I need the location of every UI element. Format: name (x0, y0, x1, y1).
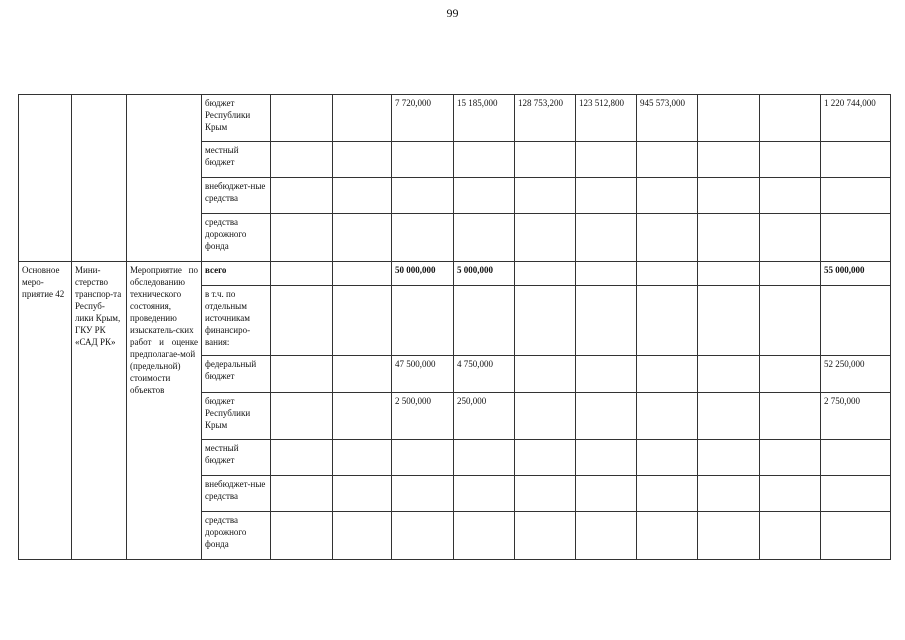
page-number: 99 (446, 6, 459, 20)
value-cell (333, 512, 392, 560)
table-row (19, 262, 891, 286)
funding-source-cell: в т.ч. по отдельным источникам финансиро-вания: (202, 286, 271, 356)
value-cell (333, 95, 392, 142)
value-cell (760, 440, 821, 476)
value-cell (515, 262, 576, 286)
value-cell (698, 262, 760, 286)
value-cell: 5 000,000 (454, 262, 515, 286)
value-cell (454, 178, 515, 214)
value-cell (760, 476, 821, 512)
value-cell (760, 95, 821, 142)
value-cell (392, 512, 454, 560)
value-cell (637, 178, 698, 214)
value-cell (821, 512, 891, 560)
funding-source-cell: бюджет Республики Крым (202, 393, 271, 440)
value-cell (271, 286, 333, 356)
value-cell (333, 178, 392, 214)
value-cell (392, 476, 454, 512)
value-cell (271, 262, 333, 286)
funding-source-cell: местный бюджет (202, 440, 271, 476)
value-cell (637, 440, 698, 476)
value-cell (515, 512, 576, 560)
value-cell (637, 214, 698, 262)
table-row (19, 95, 891, 142)
value-cell (576, 262, 637, 286)
value-cell (454, 476, 515, 512)
value-cell (576, 356, 637, 393)
value-cell (698, 393, 760, 440)
value-cell (515, 142, 576, 178)
value-cell (515, 476, 576, 512)
value-cell (515, 356, 576, 393)
description-cell: Мероприятие по обследованию технического состояния, проведению изыскатель-ских работ и оценке предполагае-мой (предельной) стоимости объектов (127, 262, 202, 560)
value-cell: 1 220 744,000 (821, 95, 891, 142)
value-cell (271, 476, 333, 512)
event-title-cell: Основное меро-приятие 42 (19, 262, 72, 560)
value-cell (515, 286, 576, 356)
executor-cell: Мини-стерство транспор-та Респуб-лики Крым, ГКУ РК «САД РК» (72, 262, 127, 560)
value-cell: 2 750,000 (821, 393, 891, 440)
funding-source-cell: средства дорожного фонда (202, 214, 271, 262)
value-cell (454, 440, 515, 476)
value-cell (637, 262, 698, 286)
value-cell: 128 753,200 (515, 95, 576, 142)
value-cell (333, 440, 392, 476)
value-cell (392, 142, 454, 178)
value-cell: 2 500,000 (392, 393, 454, 440)
value-cell: 123 512,800 (576, 95, 637, 142)
executor-cell (72, 95, 127, 262)
value-cell: 7 720,000 (392, 95, 454, 142)
value-cell (515, 440, 576, 476)
value-cell (576, 440, 637, 476)
value-cell (576, 214, 637, 262)
value-cell (637, 512, 698, 560)
value-cell (515, 214, 576, 262)
value-cell (454, 142, 515, 178)
value-cell (576, 286, 637, 356)
event-cell (19, 95, 72, 262)
value-cell (392, 286, 454, 356)
value-cell: 50 000,000 (392, 262, 454, 286)
value-cell (760, 356, 821, 393)
value-cell (821, 286, 891, 356)
value-cell (698, 286, 760, 356)
value-cell: 250,000 (454, 393, 515, 440)
value-cell (576, 393, 637, 440)
value-cell (392, 178, 454, 214)
value-cell (760, 393, 821, 440)
value-cell (637, 476, 698, 512)
value-cell (698, 512, 760, 560)
value-cell (454, 214, 515, 262)
value-cell (271, 440, 333, 476)
funding-source-cell: бюджет Республики Крым (202, 95, 271, 142)
value-cell (760, 178, 821, 214)
value-cell (698, 476, 760, 512)
value-cell: 52 250,000 (821, 356, 891, 393)
value-cell (760, 214, 821, 262)
funding-source-cell: федеральный бюджет (202, 356, 271, 393)
value-cell (698, 356, 760, 393)
value-cell: 15 185,000 (454, 95, 515, 142)
value-cell (515, 393, 576, 440)
value-cell (637, 142, 698, 178)
value-cell (821, 476, 891, 512)
value-cell (454, 512, 515, 560)
value-cell (333, 393, 392, 440)
funding-source-cell: внебюджет-ные средства (202, 476, 271, 512)
value-cell (698, 142, 760, 178)
value-cell: 55 000,000 (821, 262, 891, 286)
value-cell (271, 393, 333, 440)
value-cell (821, 142, 891, 178)
value-cell: 4 750,000 (454, 356, 515, 393)
value-cell (576, 178, 637, 214)
value-cell (333, 476, 392, 512)
value-cell (333, 356, 392, 393)
value-cell (821, 214, 891, 262)
value-cell (637, 286, 698, 356)
value-cell (821, 440, 891, 476)
value-cell (637, 356, 698, 393)
value-cell: 47 500,000 (392, 356, 454, 393)
value-cell (760, 262, 821, 286)
value-cell (333, 286, 392, 356)
value-cell (760, 512, 821, 560)
value-cell (392, 440, 454, 476)
value-cell (271, 142, 333, 178)
value-cell (333, 142, 392, 178)
value-cell (698, 440, 760, 476)
value-cell (821, 178, 891, 214)
value-cell (271, 95, 333, 142)
value-cell (271, 512, 333, 560)
description-cell (127, 95, 202, 262)
value-cell: 945 573,000 (637, 95, 698, 142)
value-cell (271, 214, 333, 262)
value-cell (698, 214, 760, 262)
value-cell (698, 95, 760, 142)
value-cell (760, 142, 821, 178)
funding-source-cell: местный бюджет (202, 142, 271, 178)
value-cell (760, 286, 821, 356)
value-cell (392, 214, 454, 262)
budget-table (18, 94, 891, 560)
value-cell (637, 393, 698, 440)
value-cell (576, 476, 637, 512)
funding-source-cell: внебюджет-ные средства (202, 178, 271, 214)
value-cell (576, 512, 637, 560)
funding-source-cell: всего (202, 262, 271, 286)
value-cell (271, 178, 333, 214)
value-cell (576, 142, 637, 178)
funding-source-cell: средства дорожного фонда (202, 512, 271, 560)
value-cell (271, 356, 333, 393)
value-cell (698, 178, 760, 214)
value-cell (333, 262, 392, 286)
value-cell (454, 286, 515, 356)
value-cell (515, 178, 576, 214)
value-cell (333, 214, 392, 262)
